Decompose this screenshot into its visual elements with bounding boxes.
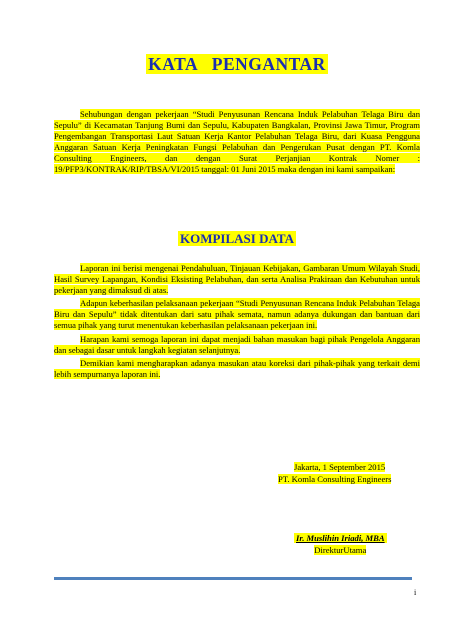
company-name-text: PT. Komla Consulting Engineers [278, 473, 392, 484]
place-date-block [278, 462, 391, 485]
paragraph-text: Adapun keberhasilan pelaksanaan pekerjaan “Studi Penyusunan Rencana Induk Pelabuhan Telaga Biru dan Sepulu” tidak ditentukan dari satu pihak semata, namun adanya dukungan dan bantuan dari semua pihak yang turut menentukan keberhasilan pelaksanaan pekerjaan ini. [54, 298, 420, 331]
signatory-name [294, 533, 387, 545]
signatory-title [294, 545, 387, 557]
paragraph-2 [54, 298, 420, 331]
section-heading-text: KOMPILASI DATA [180, 231, 294, 246]
paragraph-3 [54, 334, 420, 356]
place-date [278, 462, 391, 474]
page-title [0, 54, 474, 75]
company-name [278, 474, 391, 486]
footer-rule [54, 577, 412, 580]
body-text [54, 263, 420, 382]
paragraph-text: Harapan kami semoga laporan ini dapat menjadi bahan masukan bagi pihak Pengelola Anggaran dan sebagai dasar untuk langkah kegiatan selanjutnya. [54, 333, 420, 355]
signature-block [294, 533, 387, 557]
intro-paragraph [54, 109, 420, 176]
signatory-name-text: Ir. Muslihin Iriadi, MBA [296, 533, 385, 543]
page-number: i [414, 588, 417, 597]
place-date-text: Jakarta, 1 September 2015 [294, 462, 386, 472]
paragraph-text: Laporan ini berisi mengenai Pendahuluan, Tinjauan Kebijakan, Gambaran Umum Wilayah Studi, Hasil Survey Lapangan, Kondisi Eksisting Pelabuhan, dan serta Analisa Prakiraan dan Kebutuhan untuk pekerjaan yang dimaksud di atas. [54, 263, 420, 296]
paragraph-4 [54, 358, 420, 380]
paragraph-1 [54, 263, 420, 296]
section-heading [0, 230, 474, 248]
page-title-text: KATA PENGANTAR [148, 54, 326, 74]
intro-text: Sehubungan dengan pekerjaan “Studi Penyusunan Rencana Induk Pelabuhan Telaga Biru dan Sepulu” di Kecamatan Tanjung Bumi dan Sepulu, Kabupaten Bangkalan, Provinsi Jawa Timur, Program Pengembangan Transportasi Laut Satuan Kerja Kantor Pelabuhan Telaga Biru, dari Kuasa Pengguna Anggaran Satuan Kerja Peningkatan Fungsi Pelabuhan dan Pengerukan Pusat dengan PT. Komla Consulting Engineers, dan dengan Surat Perjanjian Kontrak Nomer : 19/PFP3/KONTRAK/RIP/TBSA/VI/2015 tanggal: 01 Juni 2015 maka dengan ini kami sampaikan: [54, 109, 420, 175]
signatory-title-text: DirekturUtama [314, 544, 367, 555]
paragraph-text: Demikian kami mengharapkan adanya masukan atau koreksi dari pihak-pihak yang terkait demi lebih sempurnanya laporan ini. [54, 357, 420, 379]
